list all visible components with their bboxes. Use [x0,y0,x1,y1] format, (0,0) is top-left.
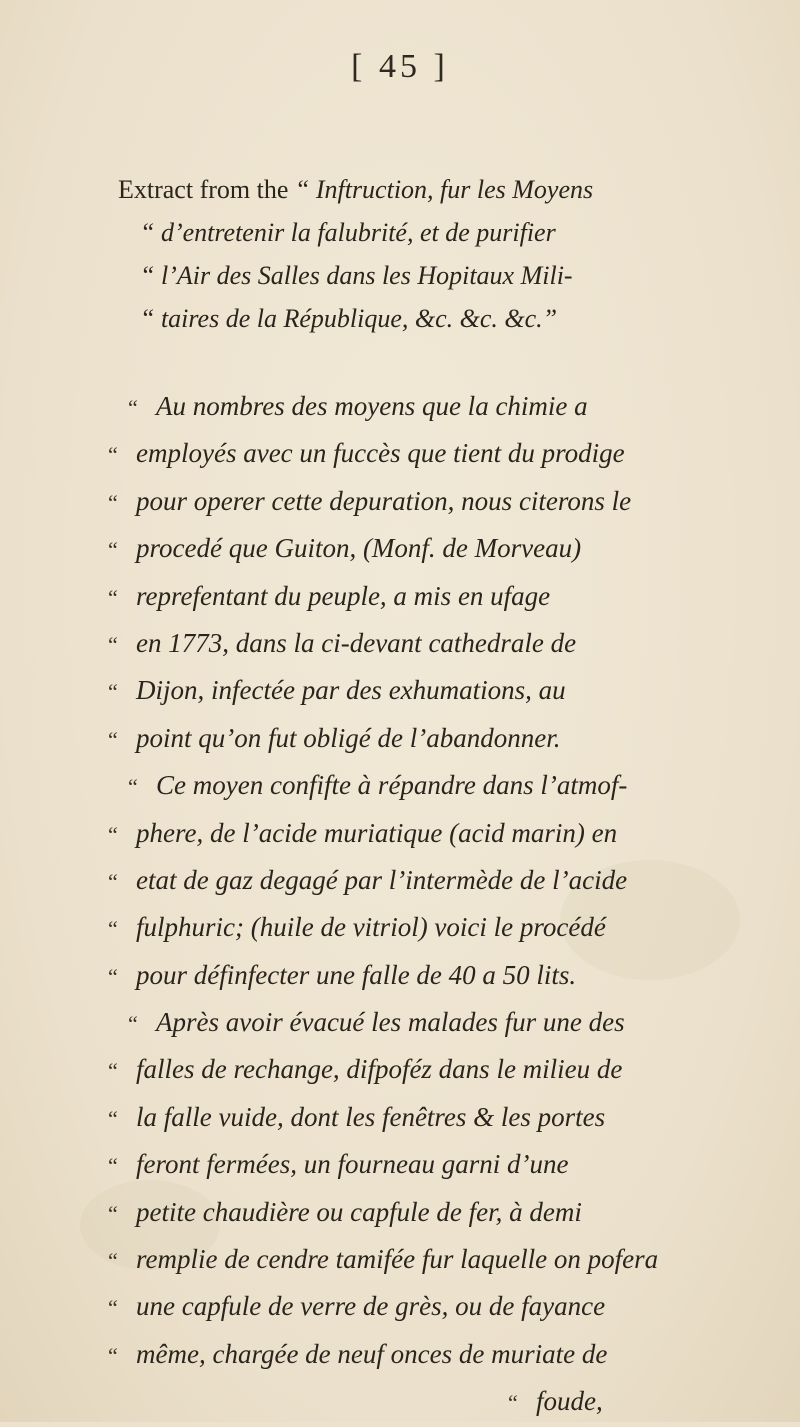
quotation-mark: “ [108,584,118,610]
passage-line [108,1331,768,1378]
passage-line [108,525,768,572]
heading-text: “ d’entretenir la falubrité, et de purifier [140,218,556,247]
passage-text: falles de rechange, difpoféz dans le milieu de [136,1054,623,1085]
passage-line [108,857,768,904]
heading-text: “ Inftruction, fur les Moyens [294,175,594,204]
quotation-mark: “ [108,1342,118,1368]
quotation-mark: “ [108,868,118,894]
heading-line [118,297,758,340]
passage-line [108,1046,768,1093]
passage-line [108,620,768,667]
quotation-mark: “ [108,821,118,847]
passage-line [108,1189,768,1236]
quotation-mark: “ [108,442,118,468]
heading-text: “ l’Air des Salles dans les Hopitaux Mili- [140,261,573,290]
quotation-mark: “ [108,1200,118,1226]
quotation-mark: “ [108,726,118,752]
quotation-mark: “ [108,916,118,942]
extract-heading [118,168,758,340]
quotation-mark: “ [128,774,138,800]
heading-line [118,254,758,297]
quotation-mark: “ [108,1295,118,1321]
passage-text: petite chaudière ou capfule de fer, à demi [136,1196,582,1227]
quotation-mark: “ [108,963,118,989]
quotation-mark: “ [108,679,118,705]
passage-text: foude, [536,1386,603,1417]
passage-text: etat de gaz degagé par l’intermède de l’acide [136,864,628,895]
passage-line [108,762,768,809]
passage-text: fulphuric; (huile de vitriol) voici le procédé [136,912,606,943]
passage-text: pour operer cette depuration, nous citerons le [136,485,632,516]
quotation-mark: “ [508,1390,518,1416]
passage-text: pour définfecter une falle de 40 a 50 lits. [136,959,577,990]
heading-line [118,168,758,211]
passage-text: point qu’on fut obligé de l’abandonner. [136,722,561,753]
passage-text: Ce moyen confifte à répandre dans l’atmof- [156,770,628,801]
passage-line [108,904,768,951]
passage-line [108,952,768,999]
passage-text: employés avec un fuccès que tient du prodige [136,438,625,469]
passage-line [108,810,768,857]
passage-line [108,1094,768,1141]
passage-line [108,573,768,620]
passage-text: Au nombres des moyens que la chimie a [156,391,588,421]
quotation-mark: “ [108,1058,118,1084]
passage-text: en 1773, dans la ci-devant cathedrale de [136,627,577,658]
quotation-mark: “ [108,489,118,515]
passage-line [108,383,768,430]
passage-text: la falle vuide, dont les fenêtres & les portes [136,1101,606,1132]
passage-text: procedé que Guiton, (Monf. de Morveau) [136,533,582,564]
quotation-mark: “ [108,631,118,657]
passage-line [108,430,768,477]
passage-line [108,1236,768,1283]
passage-text: même, chargée de neuf onces de muriate de [136,1338,608,1369]
passage-text: reprefentant du peuple, a mis en ufage [136,580,551,611]
passage-line [108,1141,768,1188]
quotation-mark: “ [108,1153,118,1179]
heading-text: “ taires de la République, &c. &c. &c.” [140,304,558,333]
passage-line [108,1378,768,1425]
passage-line [108,667,768,714]
quotation-mark: “ [108,1105,118,1131]
passage-text: Après avoir évacué les malades fur une des [156,1007,625,1038]
heading-line [118,211,758,254]
quotation-mark: “ [108,1248,118,1274]
passage-line [108,715,768,762]
passage-text: Dijon, infectée par des exhumations, au [136,675,566,706]
quoted-passage [108,383,768,1426]
passage-line [108,478,768,525]
quotation-mark: “ [128,395,138,420]
passage-line [108,999,768,1046]
passage-text: feront fermées, un fourneau garni d’une [136,1149,569,1180]
quotation-mark: “ [108,537,118,563]
heading-prefix: Extract from the [118,175,295,204]
page-number: [ 45 ] [351,48,449,85]
passage-text: remplie de cendre tamifée fur laquelle on pofera [136,1244,659,1275]
quotation-mark: “ [128,1011,138,1037]
passage-text: une capfule de verre de grès, ou de fayance [136,1291,606,1322]
passage-text: phere, de l’acide muriatique (acid marin) en [136,817,618,848]
passage-line [108,1283,768,1330]
